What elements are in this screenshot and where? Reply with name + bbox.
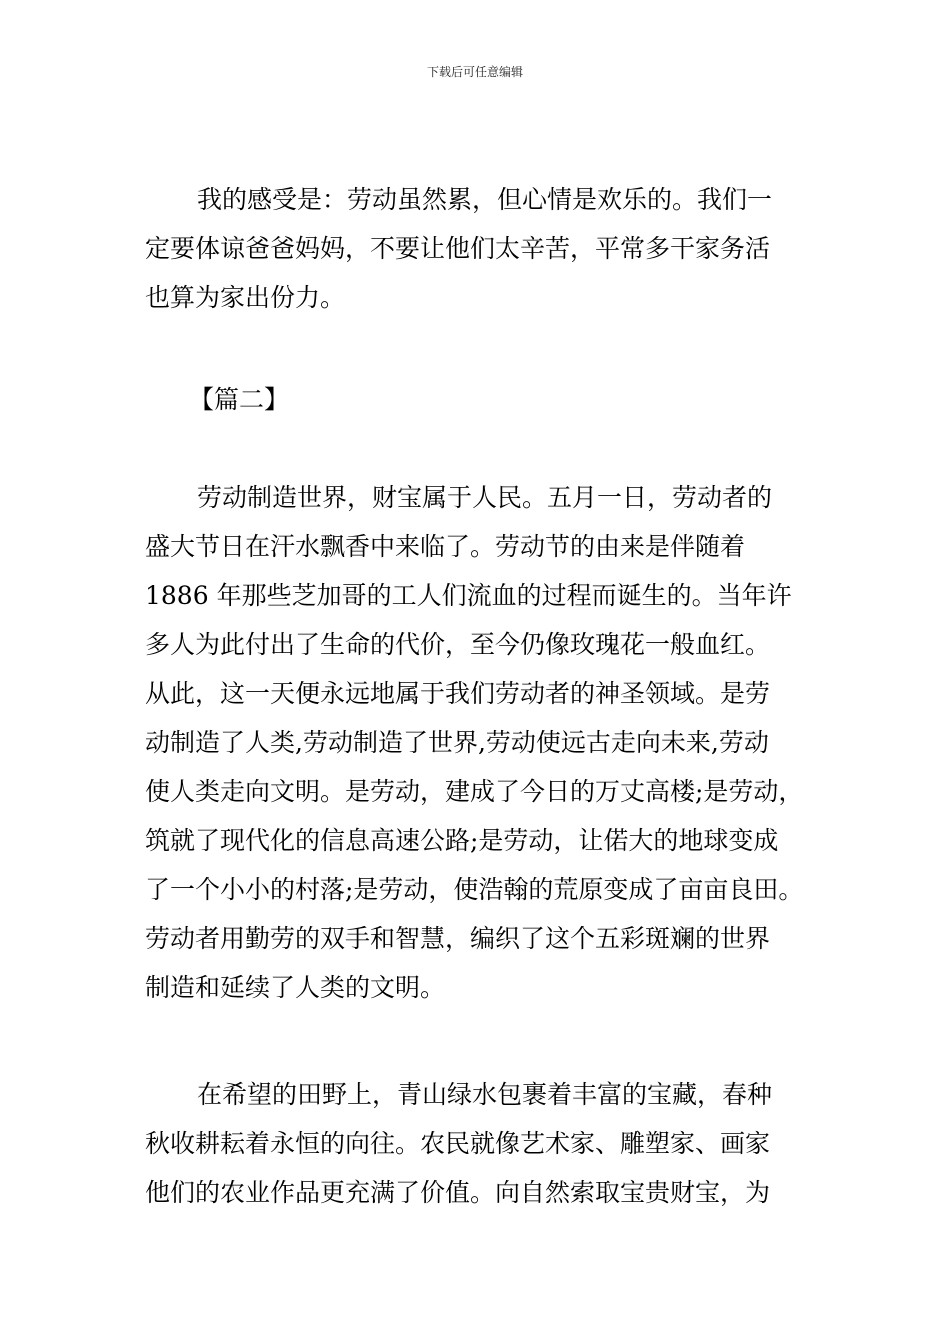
paragraph-line: 在希望的田野上，青山绿水包裹着丰富的宝藏，春种: [197, 1080, 773, 1109]
paragraph-line: 他们的农业作品更充满了价值。向自然索取宝贵财宝，为: [145, 1178, 771, 1207]
paragraph-line: 定要体谅爸爸妈妈，不要让他们太辛苦，平常多干家务活: [145, 234, 771, 263]
paragraph-line: 多人为此付出了生命的代价，至今仍像玫瑰花一般血红。: [145, 630, 771, 659]
paragraph-2: [145, 473, 810, 1012]
paragraph-line: 筑就了现代化的信息高速公路;是劳动，让偌大的地球变成: [145, 826, 779, 855]
paragraph-line: 秋收耕耘着永恒的向往。农民就像艺术家、雕塑家、画家: [145, 1129, 771, 1158]
paragraph-line: 动制造了人类,劳动制造了世界,劳动使远古走向未来,劳动: [145, 728, 769, 757]
paragraph-line: 1886 年那些芝加哥的工人们流血的过程而诞生的。当年许: [145, 581, 792, 610]
section-heading: 【篇二】: [189, 385, 290, 414]
paragraph-line: 也算为家出份力。: [145, 283, 346, 312]
paragraph-line: 劳动者用勤劳的双手和智慧，编织了这个五彩斑斓的世界: [145, 924, 771, 953]
paragraph-3: [145, 1070, 810, 1217]
paragraph-line: 劳动制造世界，财宝属于人民。五月一日，劳动者的: [197, 483, 773, 512]
paragraph-1: [145, 175, 810, 322]
paragraph-line: 我的感受是：劳动虽然累，但心情是欢乐的。我们一: [197, 185, 773, 214]
paragraph-line: 制造和延续了人类的文明。: [145, 973, 446, 1002]
paragraph-line: 从此，这一天便永远地属于我们劳动者的神圣领域。是劳: [145, 679, 771, 708]
page-header: 下载后可任意编辑: [426, 65, 523, 79]
paragraph-line: 了一个小小的村落;是劳动，使浩翰的荒原变成了亩亩良田。: [145, 875, 804, 904]
paragraph-line: 盛大节日在汗水飘香中来临了。劳动节的由来是伴随着: [145, 532, 746, 561]
paragraph-line: 使人类走向文明。是劳动，建成了今日的万丈高楼;是劳动，: [145, 777, 804, 806]
